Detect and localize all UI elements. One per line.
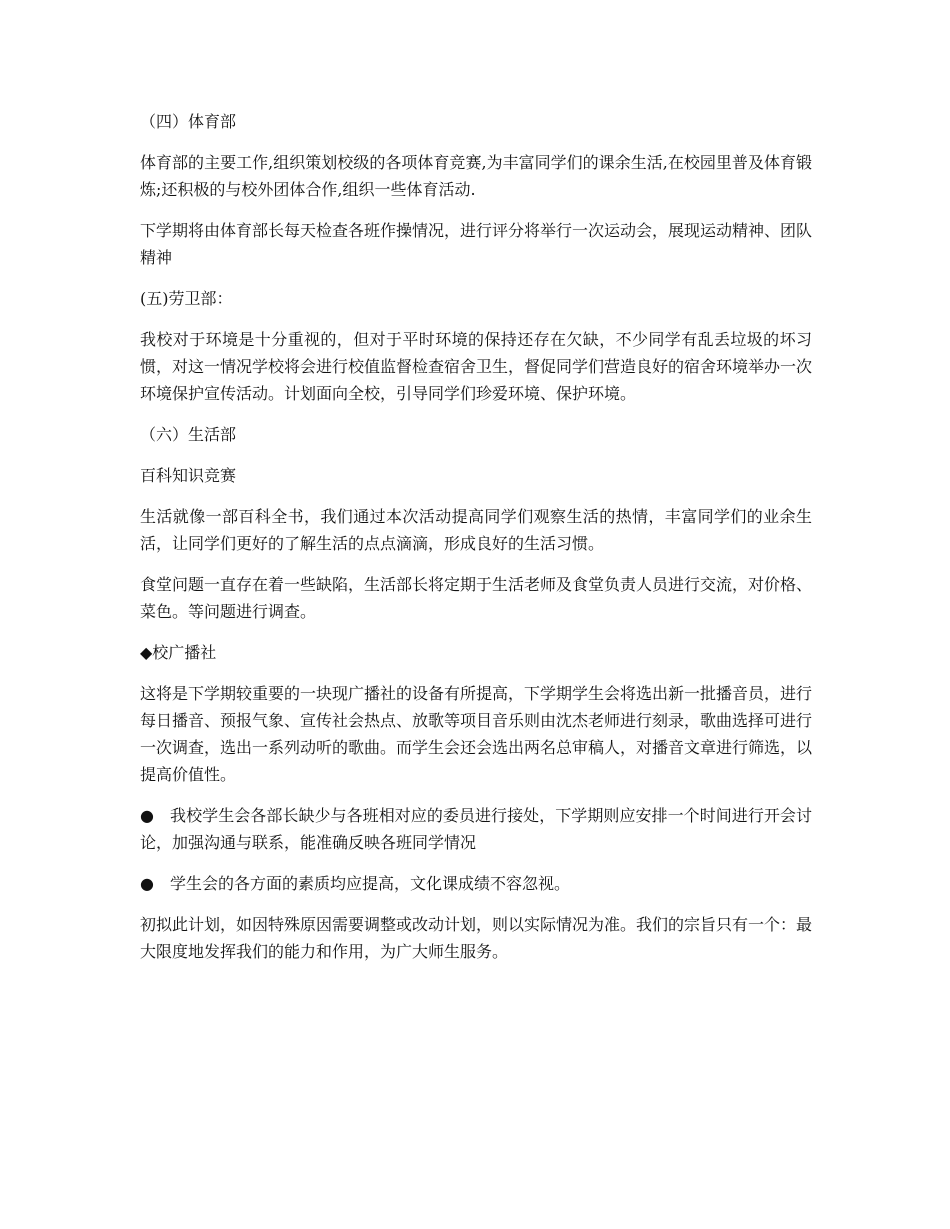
subheading-quiz: 百科知识竞赛 — [140, 466, 237, 485]
paragraph-sports-duties: 体育部的主要工作,组织策划校级的各项体育竞赛,为丰富同学们的课余生活,在校园里普及体育锻炼;还积极的与校外团体合作,组织一些体育活动. — [140, 153, 812, 199]
section-heading-life: （六）生活部 — [140, 425, 237, 444]
paragraph-labor-plan: 我校对于环境是十分重视的，但对于平时环境的保持还存在欠缺，不少同学有乱丢垃圾的坏习惯，对这一情况学校将会进行校值监督检查宿舍卫生，督促同学们营造良好的宿舍环境举办一次环境保护宣传活动。计划面向全校，引导同学们珍爱环境、保护环境。 — [140, 330, 813, 403]
paragraph-radio: 这将是下学期较重要的一块现广播社的设备有所提高，下学期学生会将选出新一批播音员，进行每日播音、预报气象、宣传社会热点、放歌等项目音乐则由沈杰老师进行刻录，歌曲选择可进行一次调查，选出一系列动听的歌曲。而学生会还会选出两名总审稿人，对播音文章进行筛选，以提高价值性。 — [140, 684, 813, 784]
paragraph-closing: 初拟此计划，如因特殊原因需要调整或改动计划，则以实际情况为准。我们的宗旨只有一个：最大限度地发挥我们的能力和作用，为广大师生服务。 — [140, 915, 813, 961]
section-heading-radio: ◆校广播社 — [140, 643, 217, 662]
document-page — [140, 108, 812, 979]
section-heading-sports: （四）体育部 — [140, 112, 237, 131]
section-heading-labor: (五)劳卫部： — [140, 289, 233, 308]
paragraph-quiz: 生活就像一部百科全书，我们通过本次活动提高同学们观察生活的热情，丰富同学们的业余生活，让同学们更好的了解生活的点点滴滴，形成良好的生活习惯。 — [140, 507, 812, 553]
bullet-icon: ● — [140, 874, 154, 893]
paragraph-sports-plan: 下学期将由体育部长每天检查各班作操情况，进行评分将举行一次运动会，展现运动精神、团队精神 — [140, 221, 813, 267]
bullet-text: 我校学生会各部长缺少与各班相对应的委员进行接处，下学期则应安排一个时间进行开会讨论，加强沟通与联系，能准确反映各班同学情况 — [140, 806, 812, 852]
bullet-text: 学生会的各方面的素质均应提高，文化课成绩不容忽视。 — [170, 874, 571, 893]
bullet-item — [140, 870, 812, 897]
paragraph-canteen: 食堂问题一直存在着一些缺陷，生活部长将定期于生活老师及食堂负责人员进行交流，对价格、菜色。等问题进行调查。 — [140, 575, 813, 621]
bullet-icon: ● — [140, 806, 154, 825]
bullet-item — [140, 802, 812, 856]
